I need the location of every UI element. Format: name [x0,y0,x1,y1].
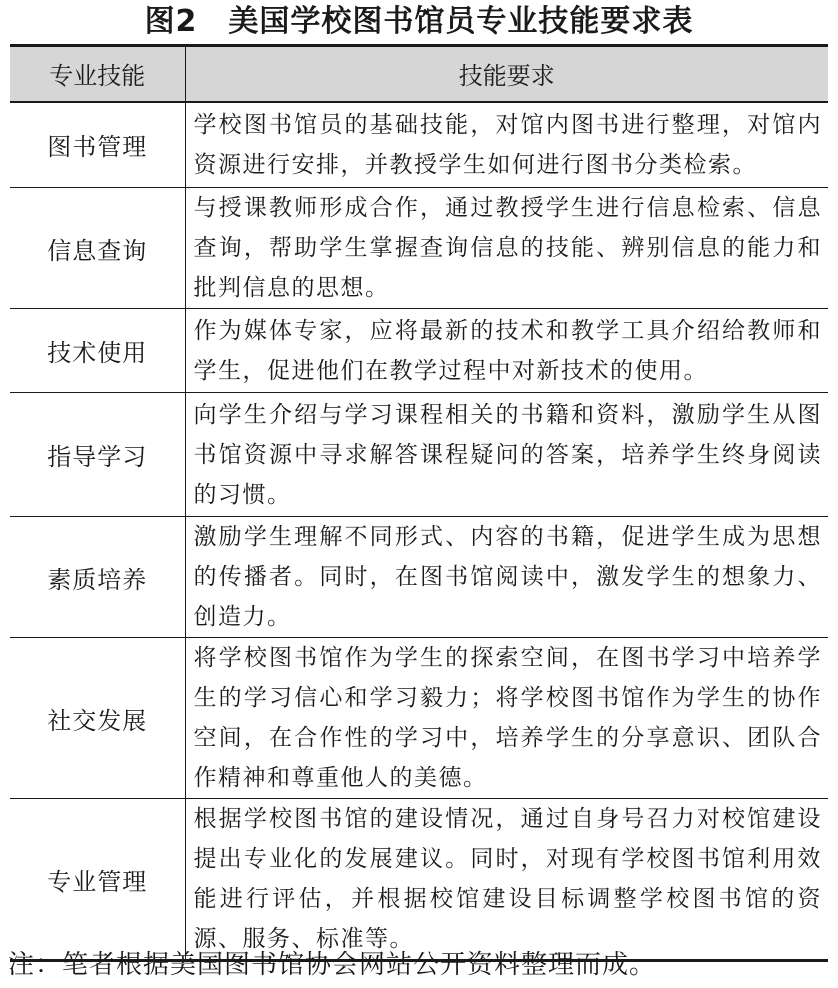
skill-cell: 素质培养 [47,565,148,594]
table-header-row [10,46,828,102]
requirement-cell: 学校图书馆员的基础技能，对馆内图书进行整理，对馆内资源进行安排，并教授学生如何进行图书分类检索。 [185,102,828,188]
skills-table-container [10,44,828,962]
requirement-cell: 激励学生理解不同形式、内容的书籍，促进学生成为思想的传播者。同时，在图书馆阅读中，激发学生的想象力、创造力。 [185,517,828,638]
requirement-cell: 作为媒体专家，应将最新的技术和教学工具介绍给教师和学生，促进他们在教学过程中对新技术的使用。 [185,309,828,393]
table-row [10,393,828,517]
table-row [10,799,828,961]
skill-cell: 专业管理 [47,867,148,896]
requirement-cell: 向学生介绍与学习课程相关的书籍和资料，激励学生从图书馆资源中寻求解答课程疑问的答案，培养学生终身阅读的习惯。 [185,393,828,517]
table-title: 图2 美国学校图书馆员专业技能要求表 [144,4,694,39]
table-row [10,188,828,309]
table-row [10,638,828,799]
table-row [10,309,828,393]
skill-cell: 技术使用 [47,339,148,367]
table-row [10,102,828,188]
table-row [10,517,828,638]
skill-cell: 指导学习 [47,443,148,471]
requirement-cell: 与授课教师形成合作，通过教授学生进行信息检索、信息查询，帮助学生掌握查询信息的技能、辨别信息的能力和批判信息的思想。 [185,188,828,309]
skill-cell: 信息查询 [47,236,148,265]
requirement-cell: 将学校图书馆作为学生的探索空间，在图书学习中培养学生的学习信心和学习毅力；将学校图书馆作为学生的协作空间，在合作性的学习中，培养学生的分享意识、团队合作精神和尊重他人的美德。 [185,638,828,799]
requirement-cell: 根据学校图书馆的建设情况，通过自身号召力对校馆建设提出专业化的发展建议。同时，对现有学校图书馆利用效能进行评估，并根据校馆建设目标调整学校图书馆的资源、服务、标准等。 [185,799,828,961]
skills-table [10,44,828,962]
header-requirement: 技能要求 [185,46,828,102]
skill-cell: 社交发展 [47,706,148,735]
table-footnote: 注：笔者根据美国图书馆协会网站公开资料整理而成。 [8,950,657,980]
skill-cell: 图书管理 [47,133,148,162]
header-skill: 专业技能 [10,46,185,102]
